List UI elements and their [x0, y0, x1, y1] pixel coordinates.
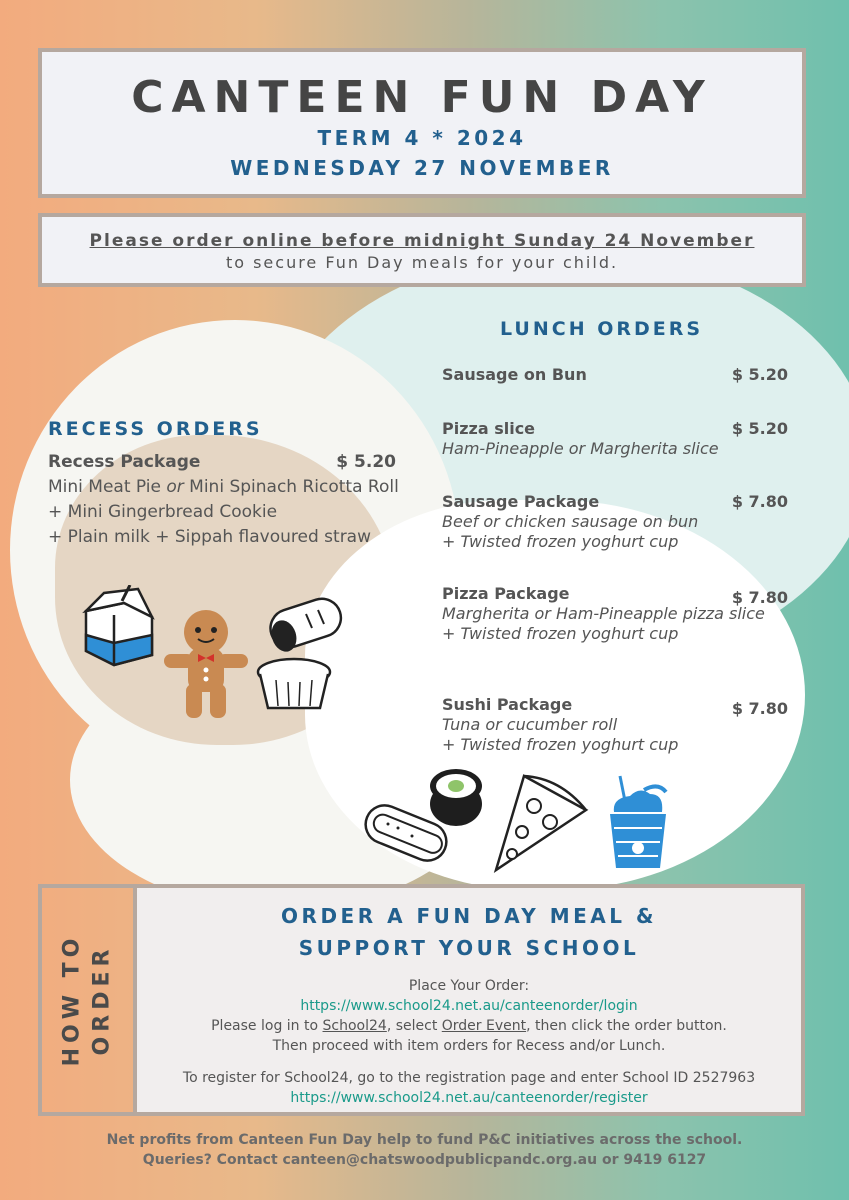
event-date: WEDNESDAY 27 NOVEMBER [230, 156, 614, 180]
recess-line-1 [48, 475, 418, 500]
gingerbread-cookie-icon [162, 608, 250, 720]
school24-link[interactable]: School24 [322, 1018, 387, 1034]
lunch-item-sausage-package: Sausage Package $ 7.80 Beef or chicken sausage on bun + Twisted frozen yoghurt cup [442, 492, 788, 551]
howto-title-line-1: ORDER A FUN DAY MEAL & [281, 904, 657, 928]
page-title: CANTEEN FUN DAY [131, 72, 713, 123]
recess-package [48, 450, 418, 550]
lunch-item-pizza-package: Pizza Package $ 7.80 Margherita or Ham-Pineapple pizza slice + Twisted frozen yoghurt cup [442, 584, 788, 643]
milk-carton-icon [78, 585, 160, 669]
footer [0, 1130, 849, 1170]
term-label: TERM 4 * 2024 [317, 126, 527, 150]
recess-heading: RECESS ORDERS [48, 418, 263, 440]
lunch-heading: LUNCH ORDERS [500, 318, 704, 340]
how-to-order-label-box [38, 884, 133, 1116]
lunch-item-pizza-slice: Pizza slice $ 5.20 Ham-Pineapple or Margherita slice [442, 419, 788, 458]
footer-contact: Queries? Contact canteen@chatswoodpublicpandc.org.au or 9419 6127 [142, 1152, 707, 1168]
recess-package-name: Recess Package [48, 452, 201, 472]
spinach-roll-icon [266, 594, 348, 654]
proceed-instructions: Then proceed with item orders for Recess and/or Lunch. [272, 1038, 666, 1054]
lunch-item-sushi-package: Sushi Package $ 7.80 Tuna or cucumber roll + Twisted frozen yoghurt cup [442, 695, 788, 754]
lunch-item-sausage-on-bun: Sausage on Bun $ 5.20 [442, 365, 788, 384]
register-link[interactable]: https://www.school24.net.au/canteenorder/register [290, 1090, 648, 1106]
login-link[interactable]: https://www.school24.net.au/canteenorder/login [300, 998, 638, 1014]
login-instructions: Please log in to School24, select Order Event, then click the order button. [211, 1018, 727, 1034]
recess-line-2: + Mini Gingerbread Cookie [48, 502, 278, 522]
how-to-order-box [133, 884, 805, 1116]
sushi-roll-icon [424, 764, 488, 828]
recess-item-roll: Mini Spinach Ricotta Roll [183, 477, 399, 497]
deadline-subtext: to secure Fun Day meals for your child. [225, 253, 619, 272]
recess-item-pie: Mini Meat Pie [48, 477, 167, 497]
recess-line-3: + Plain milk + Sippah flavoured straw [48, 527, 371, 547]
meat-pie-icon [254, 656, 334, 714]
deadline-text: Please order online before midnight Sunday 24 November [89, 231, 755, 251]
howto-title-line-2: SUPPORT YOUR SCHOOL [298, 936, 640, 960]
pizza-slice-icon [490, 770, 590, 874]
order-event-link[interactable]: Order Event [441, 1018, 527, 1034]
recess-or: or [166, 477, 184, 497]
order-deadline-notice [38, 213, 806, 287]
register-instructions: To register for School24, go to the registration page and enter School ID 2527963 [182, 1070, 756, 1086]
how-to-order-label: HOW TO ORDER [59, 933, 115, 1067]
place-order-label: Place Your Order: [408, 978, 530, 994]
title-box [38, 48, 806, 198]
frozen-yoghurt-cup-icon [600, 772, 676, 872]
recess-package-price: $ 5.20 [336, 452, 396, 472]
footer-line-1: Net profits from Canteen Fun Day help to fund P&C initiatives across the school. [106, 1132, 743, 1148]
